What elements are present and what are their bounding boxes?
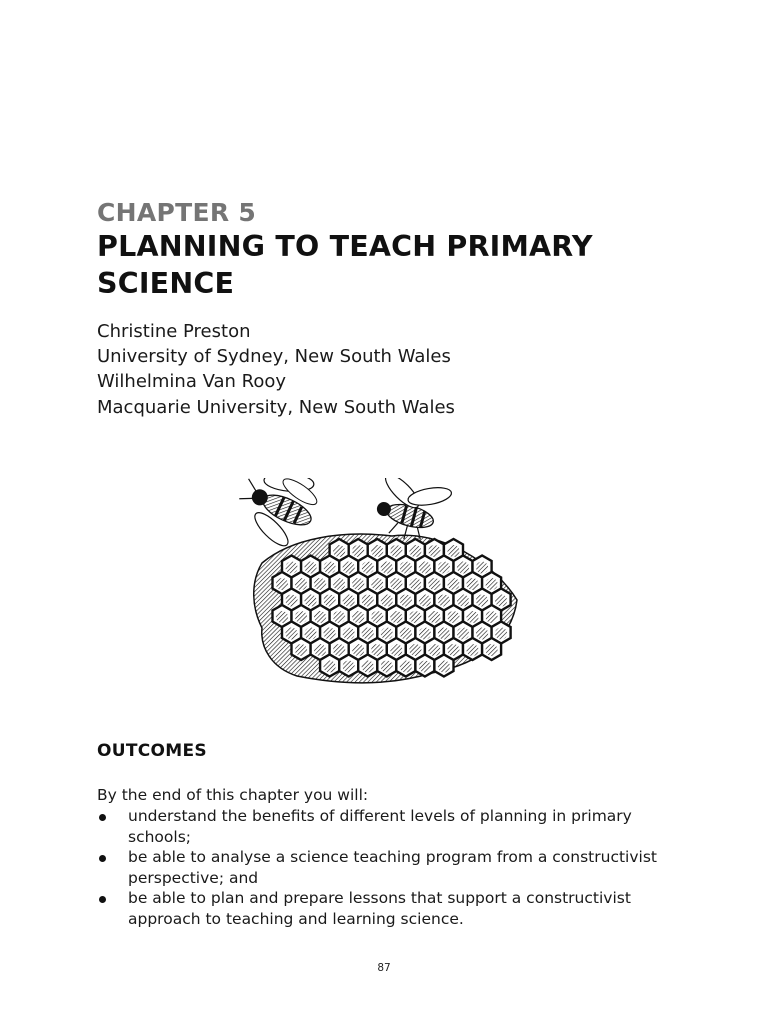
bullet-icon xyxy=(99,896,106,903)
bees-honeycomb-illustration xyxy=(232,478,532,688)
honeycomb-cells xyxy=(273,539,511,677)
author-affiliation: Macquarie University, New South Wales xyxy=(97,396,455,418)
bullet-icon xyxy=(99,855,106,862)
author-block xyxy=(97,319,657,420)
author-name: Wilhelmina Van Rooy xyxy=(97,371,287,393)
chapter-label: CHAPTER 5 xyxy=(97,198,257,227)
outcomes-list xyxy=(97,806,679,929)
outcome-text: be able to plan and prepare lessons that support a constructivist approach to teaching and learning science. xyxy=(128,889,631,928)
page-number: 87 xyxy=(377,962,391,974)
outcomes-intro: By the end of this chapter you will: xyxy=(97,786,369,804)
outcome-item xyxy=(97,888,679,929)
outcome-text: be able to analyse a science teaching program from a constructivist perspective; and xyxy=(128,848,657,887)
bullet-icon xyxy=(99,814,106,821)
outcome-text: understand the benefits of different levels of planning in primary schools; xyxy=(128,807,632,846)
outcome-item xyxy=(97,847,679,888)
author-affiliation: University of Sydney, New South Wales xyxy=(97,346,451,368)
outcome-item xyxy=(97,806,679,847)
chapter-title: PLANNING TO TEACH PRIMARY SCIENCE xyxy=(97,230,593,300)
author-name: Christine Preston xyxy=(97,321,251,342)
outcomes-heading: OUTCOMES xyxy=(97,741,207,761)
